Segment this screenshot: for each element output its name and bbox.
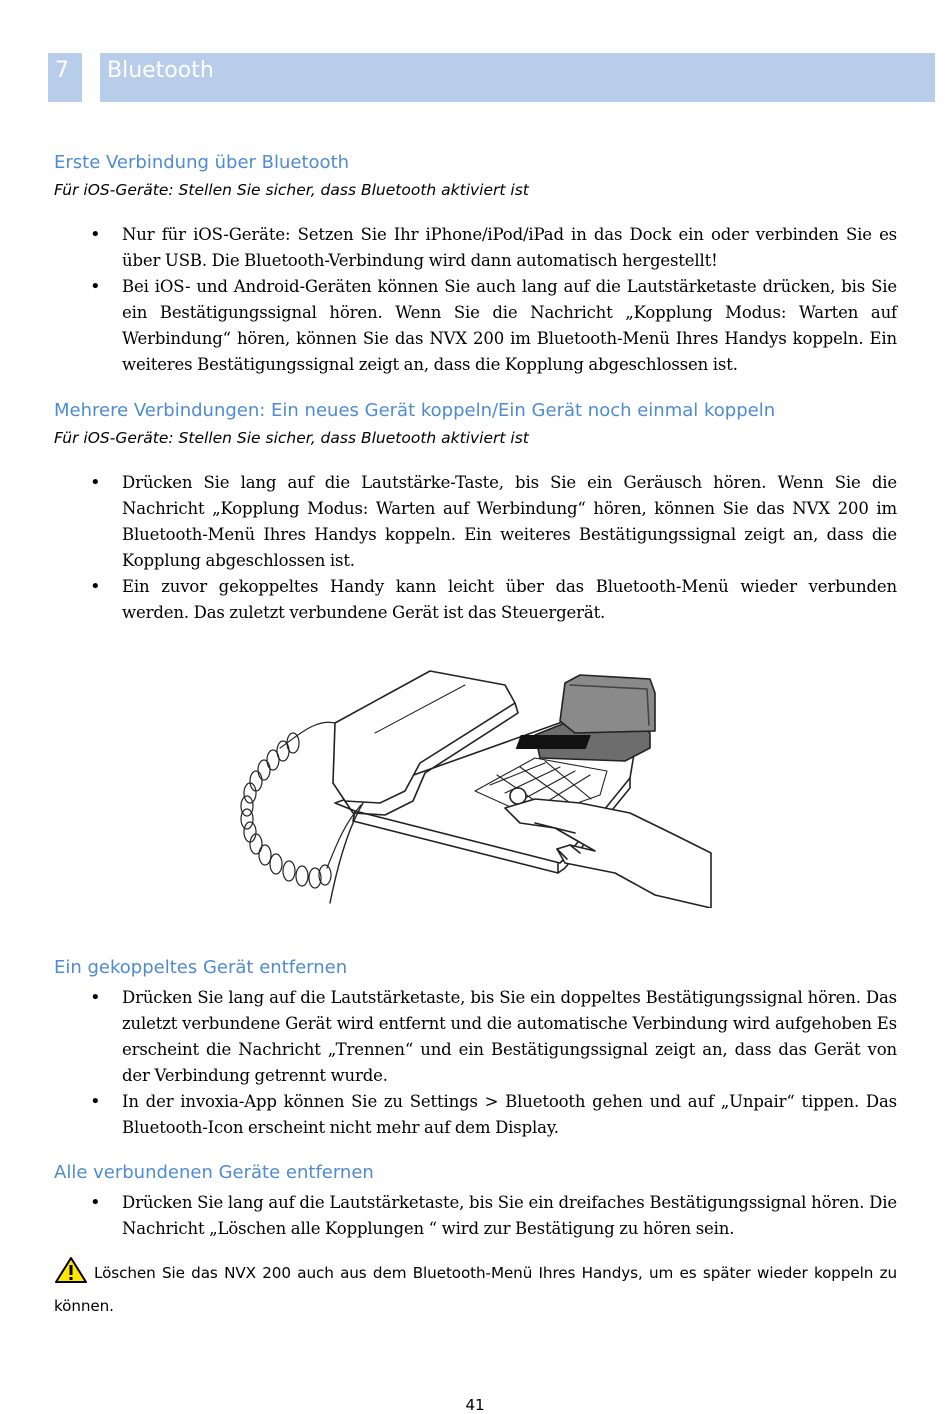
desk-phone-illustration xyxy=(235,663,715,908)
list-item: • Drücken Sie lang auf die Lautstärketaste, bis Sie ein doppeltes Bestätigungssignal hören. Das zuletzt verbundene Gerät wird entfernt und die automatische Verbindung wird aufgehoben Es erscheint die Nachricht „Trennen“ und ein Bestätigungssignal zeigt an, dass das Gerät von der Verbindung getrennt wurde. xyxy=(122,985,897,1089)
page-number: 41 xyxy=(465,1396,485,1414)
section-heading-remove-all-devices: Alle verbundenen Geräte entfernen xyxy=(54,1162,374,1183)
section-heading-remove-device: Ein gekoppeltes Gerät entfernen xyxy=(54,957,348,978)
bullet-list xyxy=(0,222,897,378)
list-item: • Bei iOS- und Android-Geräten können Sie auch lang auf die Lautstärketaste drücken, bis Sie ein Bestätigungssignal hören. Wenn Sie die Nachricht „Kopplung Modus: Warten auf Werbindung“ hören, können Sie das NVX 200 im Bluetooth-Menü Ihres Handys koppeln. Ein weiteres Bestätigungssignal zeigt an, dass die Kopplung abgeschlossen ist. xyxy=(122,274,897,378)
list-item: • Ein zuvor gekoppeltes Handy kann leicht über das Bluetooth-Menü wieder verbunden werden. Das zuletzt verbundene Gerät ist das Steuergerät. xyxy=(122,574,897,626)
bullet-list xyxy=(0,470,897,626)
list-item: • Drücken Sie lang auf die Lautstärketaste, bis Sie ein dreifaches Bestätigungssignal hören. Die Nachricht „Löschen alle Kopplungen “ wird zur Bestätigung zu hören sein. xyxy=(122,1190,897,1242)
ios-note: Für iOS-Geräte: Stellen Sie sicher, dass Bluetooth aktiviert ist xyxy=(54,181,529,199)
bullet-list xyxy=(0,985,897,1141)
list-item: • In der invoxia-App können Sie zu Settings > Bluetooth gehen und auf „Unpair“ tippen. Das Bluetooth-Icon erscheint nicht mehr auf dem Display. xyxy=(122,1089,897,1141)
list-item: • Nur für iOS-Geräte: Setzen Sie Ihr iPhone/iPod/iPad in das Dock ein oder verbinden Sie es über USB. Die Bluetooth-Verbindung wird dann automatisch hergestellt! xyxy=(122,222,897,274)
chapter-number: 7 xyxy=(48,53,82,102)
section-heading-first-connection: Erste Verbindung über Bluetooth xyxy=(54,152,350,173)
warning-text: Löschen Sie das NVX 200 auch aus dem Bluetooth-Menü Ihres Handys, um es später wieder koppeln zu können. xyxy=(54,1264,897,1315)
section-heading-multiple-connections: Mehrere Verbindungen: Ein neues Gerät koppeln/Ein Gerät noch einmal koppeln xyxy=(54,400,776,421)
warning-triangle-icon xyxy=(54,1256,88,1293)
warning-note xyxy=(54,1256,897,1320)
ios-note: Für iOS-Geräte: Stellen Sie sicher, dass Bluetooth aktiviert ist xyxy=(54,429,529,447)
chapter-title: Bluetooth xyxy=(100,53,935,102)
list-item: • Drücken Sie lang auf die Lautstärke-Taste, bis Sie ein Geräusch hören. Wenn Sie die Nachricht „Kopplung Modus: Warten auf Werbindung“ hören, können Sie das NVX 200 im Bluetooth-Menü Ihres Handys koppeln. Ein weiteres Bestätigungssignal zeigt an, dass die Kopplung abgeschlossen ist. xyxy=(122,470,897,574)
bullet-list xyxy=(0,1190,897,1242)
